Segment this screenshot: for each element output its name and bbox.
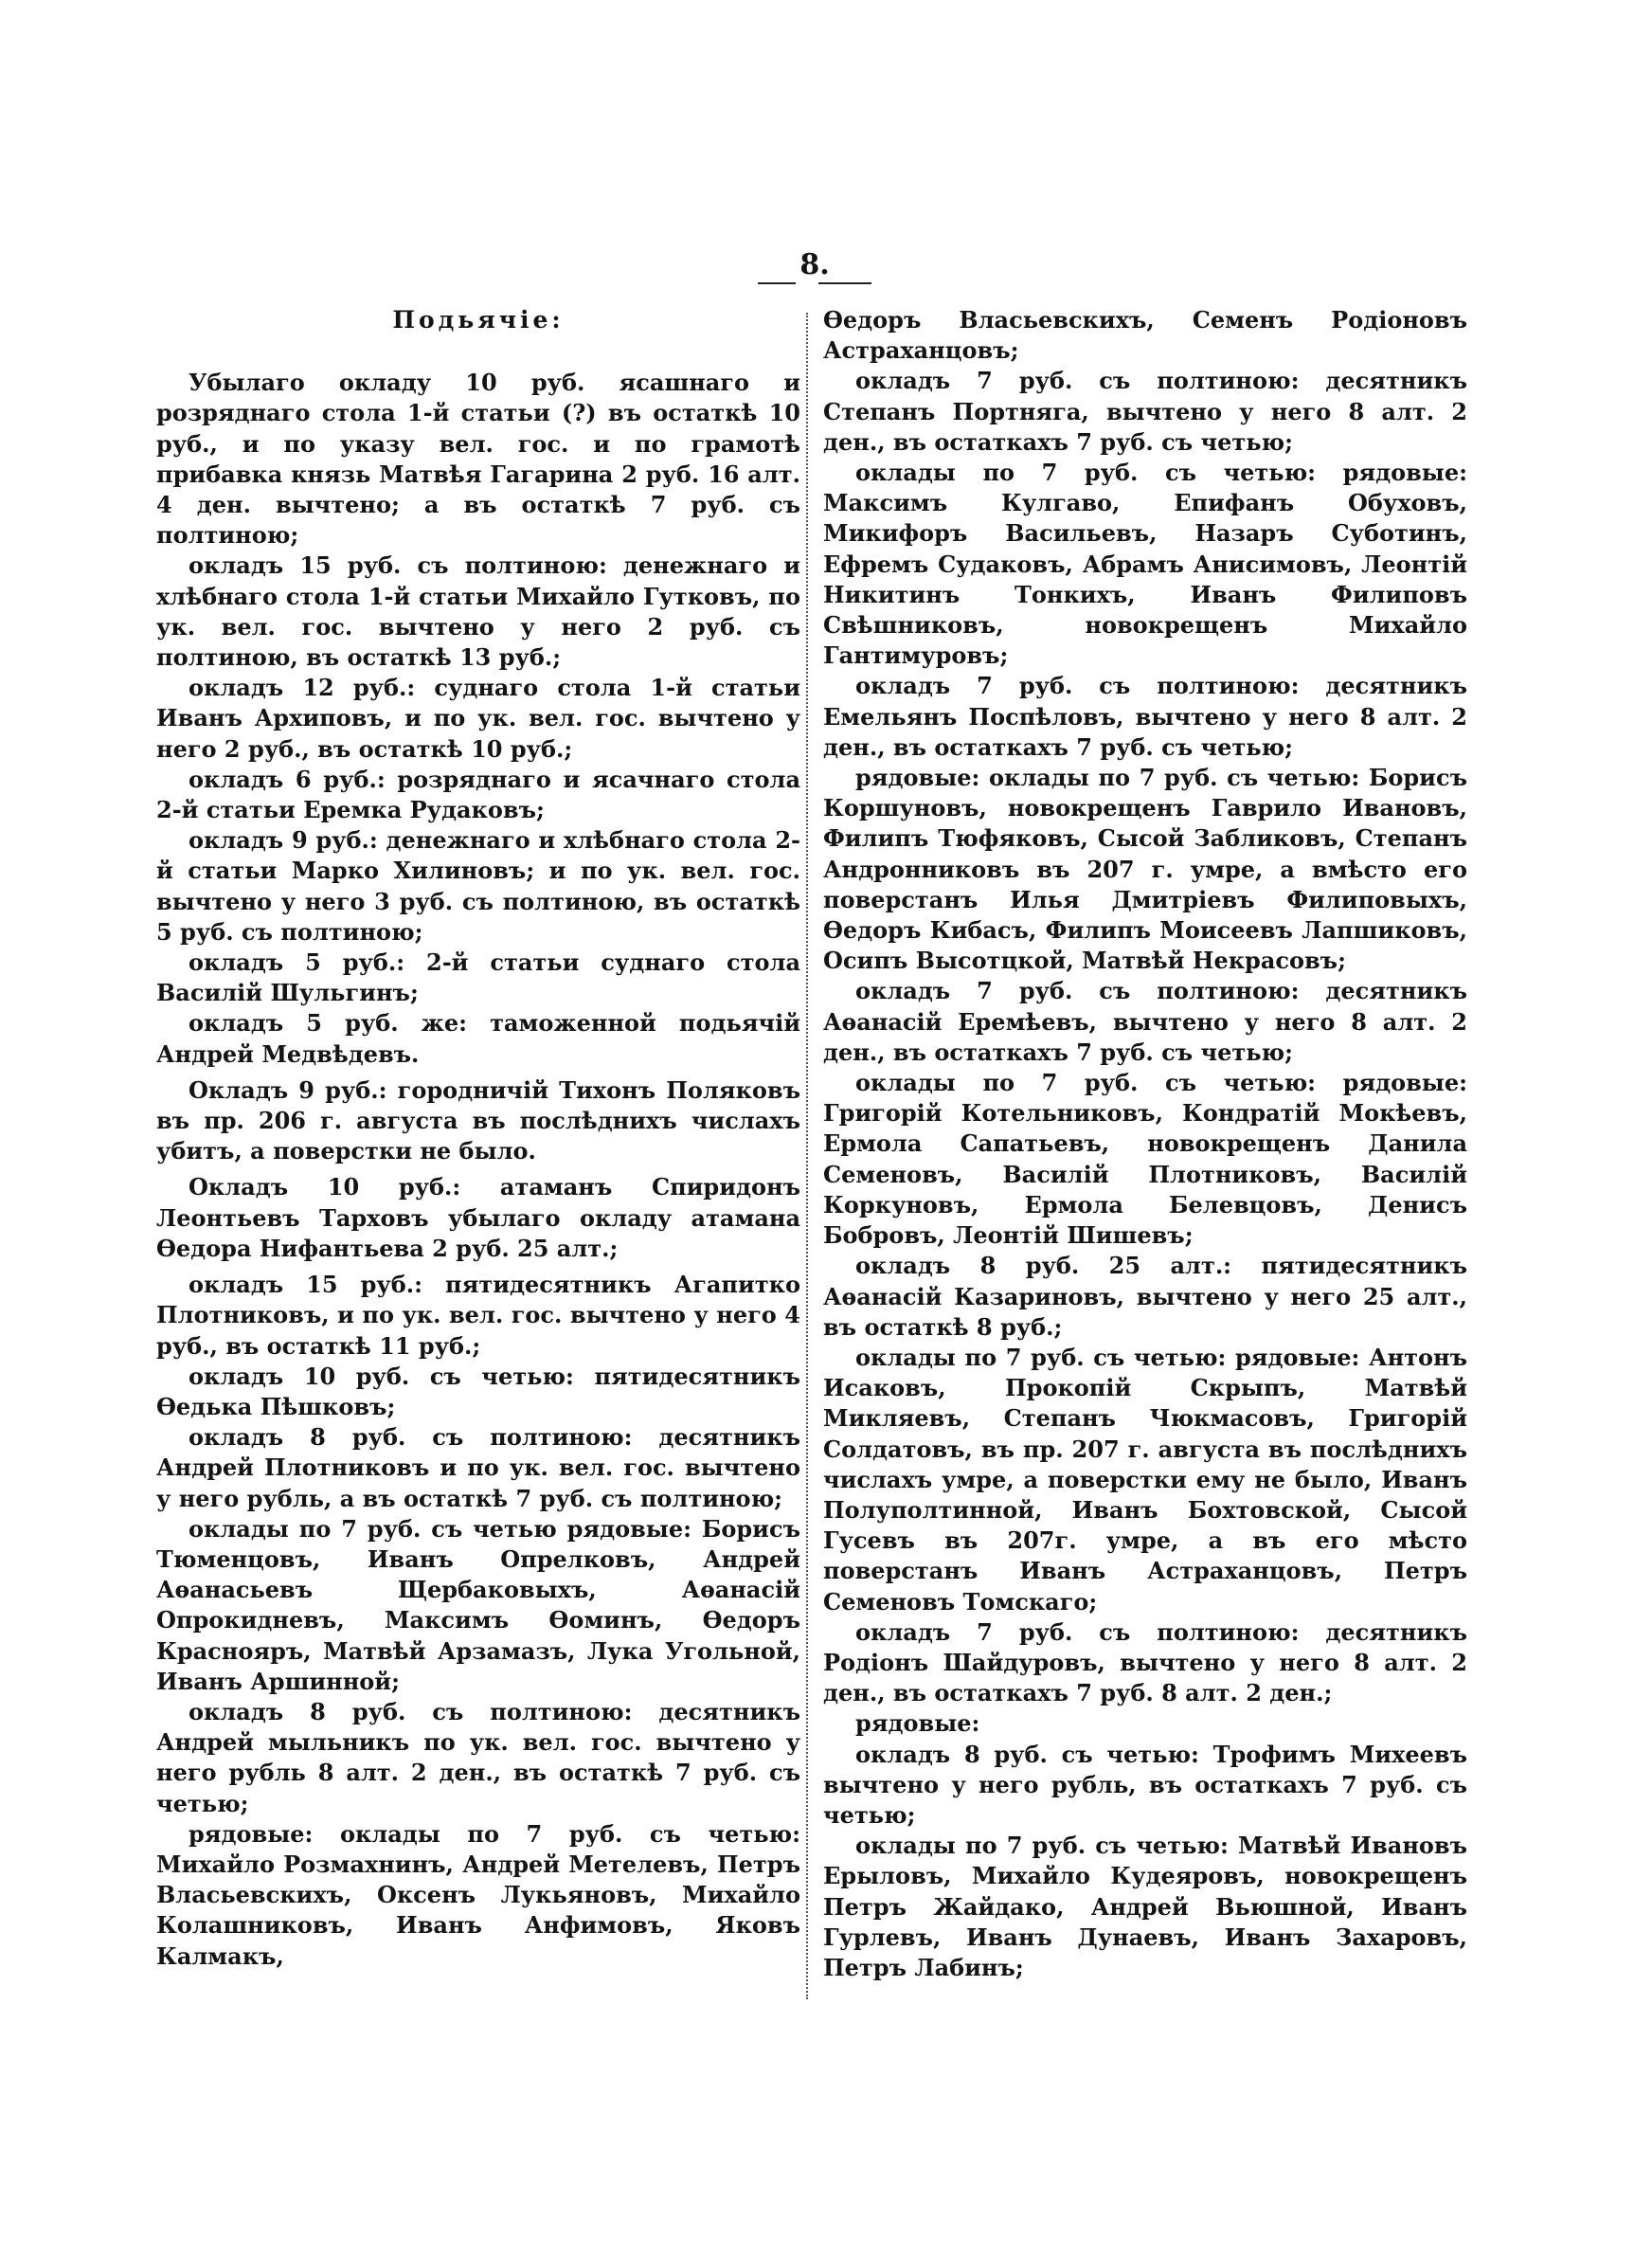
paragraph: рядовые: оклады по 7 руб. съ четью: Михайло Розмахнинъ, Андрей Метелевъ, Петръ Власьевскихъ, Оксенъ Лукьяновъ, Михайло Колашниковъ, Иванъ Анфимовъ, Яковъ Калмакъ, [156, 1819, 800, 1970]
paragraph: оклады по 7 руб. съ четью рядовые: Борисъ Тюменцовъ, Иванъ Опрелковъ, Андрей Аѳанасьевъ Щербаковыхъ, Аѳанасій Опрокидневъ, Максимъ Өоминъ, Өедоръ Краснояръ, Матвѣй Арзамазъ, Лука Угольной, Иванъ Аршинной; [156, 1514, 800, 1695]
page-number-text: 8. [799, 248, 830, 281]
paragraph: Окладъ 9 руб.: городничій Тихонъ Поляковъ въ пр. 206 г. августа въ послѣднихъ числахъ убитъ, а поверстки не было. [156, 1075, 800, 1165]
paragraph: Окладъ 10 руб.: атаманъ Спиридонъ Леонтьевъ Тарховъ убылаго окладу атамана Өедора Нифантьева 2 руб. 25 алт.; [156, 1173, 800, 1262]
paragraph: окладъ 7 руб. съ полтиною: десятникъ Степанъ Портнягa, вычтено у него 8 алт. 2 ден., въ остаткахъ 7 руб. съ четью; [823, 367, 1467, 456]
paragraph: рядовые: оклады по 7 руб. съ четью: Борисъ Коршуновъ, новокрещенъ Гаврило Ивановъ, Филипъ Тюфяковъ, Сысой Забликовъ, Степанъ Андронниковъ въ 207 г. умре, а вмѣсто его поверстанъ Илья Дмитріевъ Филиповыхъ, Өедоръ Кибасъ, Филипъ Моисеевъ Лапшиковъ, Осипъ Высотцкой, Матвѣй Некрасовъ; [823, 764, 1467, 975]
page-number-rule-left [758, 282, 796, 284]
paragraph: оклады по 7 руб. съ четью: Матвѣй Ивановъ Ерыловъ, Михайло Кудеяровъ, новокрещенъ Петръ Жайдако, Андрей Вьюшной, Иванъ Гурлевъ, Иванъ Дунаевъ, Иванъ Захаровъ, Петръ Лабинъ; [823, 1832, 1467, 1981]
paragraph: окладъ 9 руб.: денежнаго и хлѣбнаго стола 2-й статьи Марко Хилиновъ; и по ук. вел. гос. вычтено у него 3 руб. съ полтиною, въ остаткѣ 5 руб. съ полтиною; [156, 826, 800, 946]
paragraph: окладъ 8 руб. съ четью: Трофимъ Михеевъ вычтено у него рубль, въ остаткахъ 7 руб. съ четью; [823, 1740, 1467, 1829]
page-number-rule-right [818, 282, 871, 284]
paragraph: окладъ 5 руб. же: таможенной подьячій Андрей Медвѣдевъ. [156, 1009, 800, 1068]
paragraph: оклады по 7 руб. съ четью: рядовые: Антонъ Исаковъ, Прокопій Скрыпъ, Матвѣй Микляевъ, Степанъ Чюкмасовъ, Григорій Солдатовъ, въ пр. 207 г. августа въ послѣднихъ числахъ умре, а поверстки ему не было, Иванъ Полуполтинной, Иванъ Бохтовской, Сысой Гусевъ въ 207г. умре, а въ его мѣсто поверстанъ Иванъ Астраханцовъ, Петръ Семеновъ Томскаго; [823, 1343, 1467, 1616]
paragraph: окладъ 7 руб. съ полтиною: десятникъ Родіонъ Шайдуровъ, вычтено у него 8 алт. 2 ден., въ остаткахъ 7 руб. 8 алт. 2 ден.; [823, 1617, 1467, 1707]
paragraph: окладъ 7 руб. съ полтиною: десятникъ Емельянъ Поспѣловъ, вычтено у него 8 алт. 2 ден., въ остаткахъ 7 руб. съ четью; [823, 672, 1467, 761]
paragraph: окладъ 8 руб. съ полтиною: десятникъ Андрей мыльникъ по ук. вел. гос. вычтено у него рубль 8 алт. 2 ден., въ остаткѣ 7 руб. съ четью; [156, 1697, 800, 1817]
paragraph: оклады по 7 руб. съ четью: рядовые: Григорій Котельниковъ, Кондратій Мокѣевъ, Ермола Сапатьевъ, новокрещенъ Данила Семеновъ, Василій Плотниковъ, Василій Коркуновъ, Ермола Белевцовъ, Денисъ Бобровъ, Леонтій Шишевъ; [823, 1069, 1467, 1250]
paragraph: окладъ 5 руб.: 2-й статьи суднаго стола Василій Шульгинъ; [156, 948, 800, 1007]
paragraph: окладъ 7 руб. съ полтиною: десятникъ Аѳанасій Еремѣевъ, вычтено у него 8 алт. 2 ден., въ остаткахъ 7 руб. съ четью; [823, 977, 1467, 1066]
paragraph: окладъ 8 руб. съ полтиною: десятникъ Андрей Плотниковъ и по ук. вел. гос. вычтено у него рубль, а въ остаткѣ 7 руб. съ полтиною; [156, 1423, 800, 1512]
paragraph: Убылаго окладу 10 руб. ясашнаго и розряднаго стола 1-й статьи (?) въ остаткѣ 10 руб., и по указу вел. гос. и по грамотѣ прибавка князь Матвѣя Гагарина 2 руб. 16 алт. 4 ден. вычтено; а въ остаткѣ 7 руб. съ полтиною; [156, 369, 800, 550]
page-number [758, 248, 871, 281]
paragraph: окладъ 8 руб. 25 алт.: пятидесятникъ Аѳанасій Казариновъ, вычтено у него 25 алт., въ остаткѣ 8 руб.; [823, 1252, 1467, 1341]
paragraph: окладъ 12 руб.: суднаго стола 1-й статьи Иванъ Архиповъ, и по ук. вел. гос. вычтено у него 2 руб., въ остаткѣ 10 руб.; [156, 674, 800, 763]
right-column [823, 305, 1467, 1983]
column-divider [806, 313, 808, 1999]
paragraph: Өедоръ Власьевскихъ, Семенъ Родіоновъ Астраханцовъ; [823, 306, 1467, 365]
paragraph: окладъ 15 руб.: пятидесятникъ Агапитко Плотниковъ, и по ук. вел. гос. вычтено у него 4 руб., въ остаткѣ 11 руб.; [156, 1271, 800, 1360]
section-heading: Подьячіе: [392, 306, 565, 334]
paragraph: рядовые: [855, 1709, 980, 1738]
left-column [156, 305, 800, 1972]
paragraph: оклады по 7 руб. съ четью: рядовые: Максимъ Кулгаво, Епифанъ Обуховъ, Микифоръ Васильевъ, Назаръ Суботинъ, Ефремъ Судаковъ, Абрамъ Анисимовъ, Леонтій Никитинъ Тонкихъ, Иванъ Филиповъ Свѣшниковъ, новокрещенъ Михайло Гантимуровъ; [823, 459, 1467, 670]
paragraph: окладъ 6 руб.: розряднаго и ясачнаго стола 2-й статьи Еремка Рудаковъ; [156, 765, 800, 824]
paragraph: окладъ 15 руб. съ полтиною: денежнаго и хлѣбнаго стола 1-й статьи Михайло Гутковъ, по ук. вел. гос. вычтено у него 2 руб. съ полтиною, въ остаткѣ 13 руб.; [156, 551, 800, 672]
paragraph: окладъ 10 руб. съ четью: пятидесятникъ Өедька Пѣшковъ; [156, 1362, 800, 1420]
